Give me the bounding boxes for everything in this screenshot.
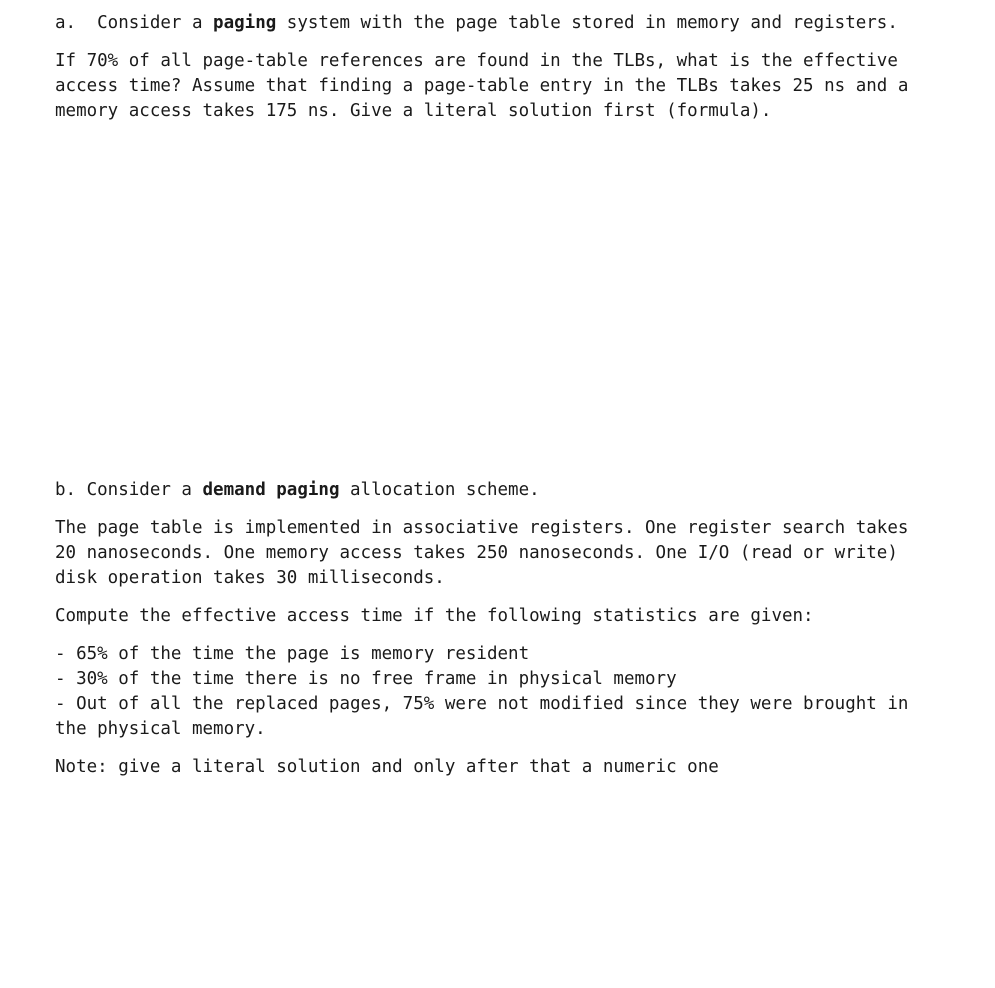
description-line: 20 nanoseconds. One memory access takes 250 nanoseconds. One I/O (read or write) — [55, 543, 898, 563]
section-a-heading-bold: paging — [213, 13, 277, 33]
stats-list — [55, 642, 955, 742]
stats-line: - Out of all the replaced pages, 75% were not modified since they were brought in — [55, 694, 909, 714]
section-b-heading-pre: Consider a — [76, 480, 203, 500]
section-b-heading-post: allocation scheme. — [339, 480, 540, 500]
section-b — [55, 478, 955, 780]
stats-line: the physical memory. — [55, 719, 266, 739]
question-line: memory access takes 175 ns. Give a literal solution first (formula). — [55, 101, 772, 121]
compute-line: Compute the effective access time if the following statistics are given: — [55, 606, 814, 626]
section-a-question — [55, 49, 955, 124]
section-a-heading — [55, 11, 955, 36]
description-line: The page table is implemented in associative registers. One register search takes — [55, 518, 909, 538]
section-a-heading-pre: Consider a — [76, 13, 214, 33]
section-b-heading-bold: demand paging — [202, 480, 340, 500]
section-a-heading-post: system with the page table stored in memory and registers. — [276, 13, 898, 33]
section-b-description — [55, 516, 955, 591]
section-a-label: a. — [55, 13, 77, 33]
question-line: If 70% of all page-table references are found in the TLBs, what is the effective — [55, 51, 898, 71]
section-a — [55, 11, 955, 124]
section-b-heading — [55, 478, 955, 503]
description-line: disk operation takes 30 milliseconds. — [55, 568, 445, 588]
stats-line: - 30% of the time there is no free frame in physical memory — [55, 669, 677, 689]
stats-line: - 65% of the time the page is memory resident — [55, 644, 530, 664]
note-line: Note: give a literal solution and only after that a numeric one — [55, 757, 719, 777]
section-b-label: b. — [55, 480, 77, 500]
question-line: access time? Assume that finding a page-table entry in the TLBs takes 25 ns and a — [55, 76, 909, 96]
